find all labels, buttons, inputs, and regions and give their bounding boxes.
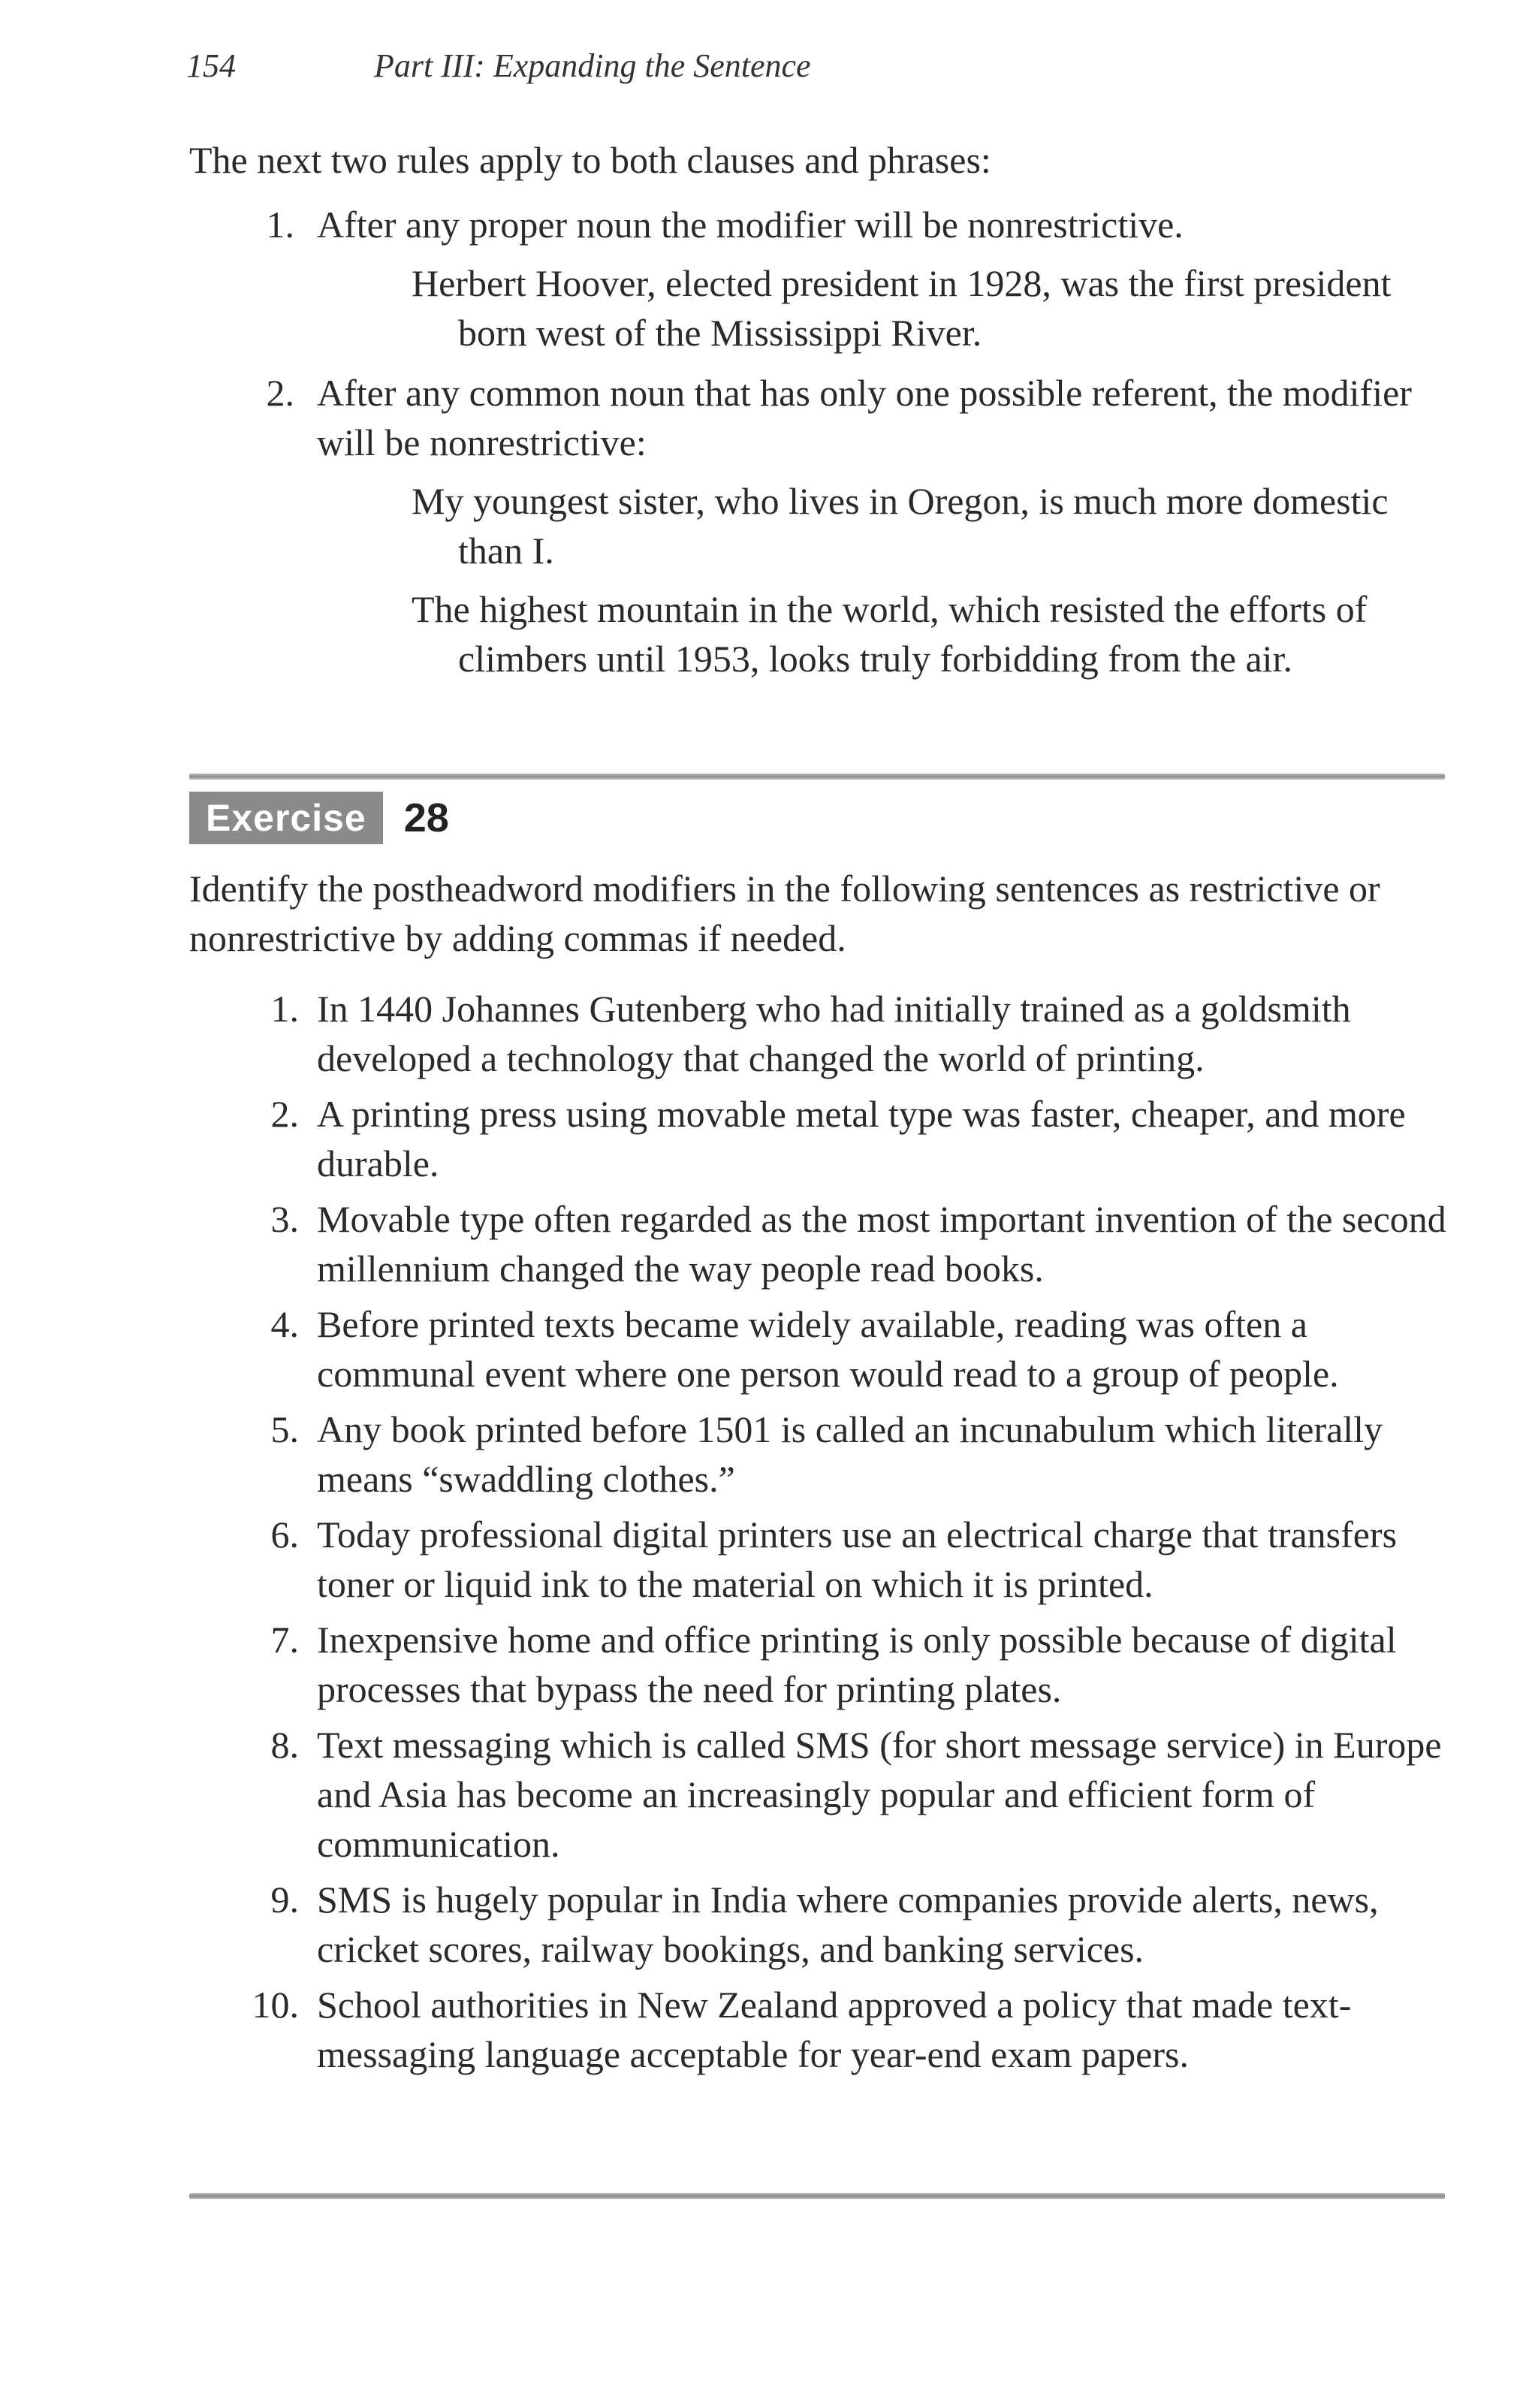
exercise-item-number: 3. [270,1198,299,1240]
rule-item [242,368,1436,467]
exercise-item-number: 10. [252,1984,299,2026]
running-head-title: Part III: Expanding the Sentence [374,47,811,84]
exercise-item-text: In 1440 Johannes Gutenberg who had initially trained as a goldsmith developed a technology that changed the world of printing. [317,988,1351,1079]
rule-number: 1. [266,204,294,246]
exercise-item-number: 5. [270,1408,299,1450]
exercise-item-text: Text messaging which is called SMS (for short message service) in Europe and Asia has become an increasingly popular and efficient form of communication. [317,1724,1442,1865]
intro-paragraph: The next two rules apply to both clauses and phrases: [189,139,991,181]
exercise-item-text: Movable type often regarded as the most important invention of the second millennium changed the way people read books. [317,1198,1446,1290]
exercise-item-number: 8. [270,1724,299,1766]
exercise-badge: Exercise [189,792,383,844]
exercise-heading [189,786,449,850]
running-head [186,47,811,85]
exercise-item-text: Any book printed before 1501 is called an incunabulum which literally means “swaddling clothes.” [317,1408,1383,1500]
page-number: 154 [186,47,236,84]
exercise-item [242,1615,1458,1714]
rule-item [242,200,1436,249]
exercise-item-text: Today professional digital printers use an electrical charge that transfers toner or liquid ink to the material on which it is printed. [317,1513,1398,1605]
exercise-item-number: 2. [270,1093,299,1135]
exercise-item [242,1510,1458,1609]
rule-example: The highest mountain in the world, which resisted the efforts of climbers until 1953, looks truly forbidding from the air. [412,588,1368,680]
exercise-item [242,984,1458,1083]
exercise-item [242,1980,1458,2079]
exercise-item-text: Before printed texts became widely available, reading was often a communal event where one person would read to a group of people. [317,1303,1339,1395]
exercise-item-text: A printing press using movable metal type was faster, cheaper, and more durable. [317,1093,1406,1184]
exercise-item-number: 7. [270,1619,299,1661]
exercise-item [242,1405,1458,1504]
exercise-item [242,1875,1458,1974]
rule-example: Herbert Hoover, elected president in 1928, was the first president born west of the Mississippi River. [412,262,1392,354]
exercise-item-text: SMS is hugely popular in India where companies provide alerts, news, cricket scores, railway bookings, and banking services. [317,1878,1379,1970]
exercise-item-number: 6. [270,1513,299,1556]
exercise-item-number: 1. [270,988,299,1030]
rule-text: After any common noun that has only one possible referent, the modifier will be nonrestrictive: [317,372,1412,463]
exercise-item-text: School authorities in New Zealand approved a policy that made text-messaging language acceptable for year-end exam papers. [317,1984,1352,2075]
exercise-item [242,1194,1458,1293]
rule-number: 2. [266,372,294,414]
exercise-item-text: Inexpensive home and office printing is only possible because of digital processes that bypass the need for printing plates. [317,1619,1397,1710]
rule-example: My youngest sister, who lives in Oregon, is much more domestic than I. [412,480,1389,572]
rule-text: After any proper noun the modifier will be nonrestrictive. [317,204,1184,246]
exercise-number: 28 [403,795,449,840]
exercise-item-number: 4. [270,1303,299,1345]
section-divider [189,774,1445,780]
exercise-item-number: 9. [270,1878,299,1921]
exercise-item [242,1299,1458,1399]
exercise-item [242,1089,1458,1188]
exercise-instructions: Identify the postheadword modifiers in the following sentences as restrictive or nonrestrictive by adding commas if needed. [189,868,1380,959]
exercise-item [242,1720,1458,1869]
bottom-divider [189,2193,1445,2199]
exercise-list [242,984,1458,2085]
